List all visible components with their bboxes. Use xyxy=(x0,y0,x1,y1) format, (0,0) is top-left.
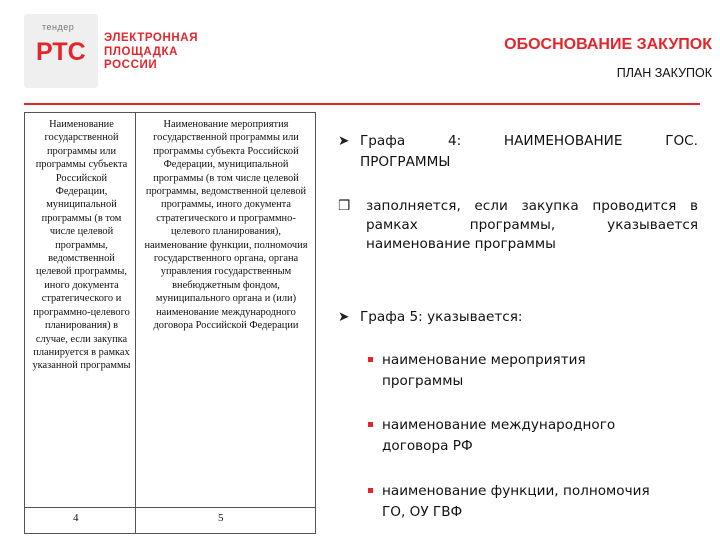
list-item-line: договора РФ xyxy=(382,438,473,454)
note-line: наименование программы xyxy=(366,236,556,252)
checkbox-bullet-icon: ❒ xyxy=(338,198,351,214)
header-divider xyxy=(24,103,700,105)
table-column-divider xyxy=(135,113,136,533)
logo-caption-line: ЭЛЕКТРОННАЯ xyxy=(104,32,199,44)
list-item-line: программы xyxy=(382,373,464,389)
graph-5-text: Графа 5: указывается: xyxy=(360,309,523,325)
logo-caption-line: РОССИИ xyxy=(104,59,158,71)
table-column-5-header: Наименование мероприятия государственной программы или программы субъекта Российской Федерации, муниципальной программы (в том числе целевой программы, ведомственной целевой программы, иного документа стратегического и программно-целевого планирования), наименование функции, полномочия государственного органа, органа управления государственным внебюджетным фондом, муниципального органа и (или) наименование международного договора Российской Федерации xyxy=(144,119,308,332)
table-column-4-number: 4 xyxy=(73,512,79,524)
table-column-4-header: Наименование государственной программы или программы субъекта Российской Федерации, муниципальной программы (в том числе целевой программы, ведомственной целевой программы, иного документа стратегического и программно-целевого планирования) в случае, если закупка планируется в рамках указанной программы xyxy=(32,119,131,372)
page-title: ОБОСНОВАНИЕ ЗАКУПОК xyxy=(504,36,712,53)
list-item-line: наименование функции, полномочия xyxy=(382,483,650,499)
graph-4-word: НАИМЕНОВАНИЕ xyxy=(503,133,623,149)
table-row-divider xyxy=(25,507,315,508)
note-line: рамках программы, указывается xyxy=(366,217,698,233)
square-bullet-icon xyxy=(368,422,373,427)
graph-4-word: ГОС. xyxy=(665,133,698,149)
table-column-5-number: 5 xyxy=(218,512,224,524)
logo-rts-text: РТС xyxy=(36,38,86,66)
graph-4-word: Графа xyxy=(360,133,406,149)
form-table xyxy=(24,112,316,534)
square-bullet-icon xyxy=(368,488,373,493)
arrow-bullet-icon: ➤ xyxy=(338,309,350,325)
graph-4-line-2: ПРОГРАММЫ xyxy=(360,154,451,170)
page-subtitle: ПЛАН ЗАКУПОК xyxy=(616,66,712,80)
arrow-bullet-icon: ➤ xyxy=(338,133,350,149)
logo-caption-line: ПЛОЩАДКА xyxy=(104,45,179,58)
square-bullet-icon xyxy=(368,357,373,362)
list-item-line: наименование международного xyxy=(382,417,616,433)
note-line: заполняется, если закупка проводится в xyxy=(366,198,698,214)
list-item-line: ГО, ОУ ГВФ xyxy=(382,504,463,520)
graph-4-word: 4: xyxy=(447,133,462,149)
logo xyxy=(24,14,98,88)
logo-tender-text: тендер xyxy=(42,22,75,32)
logo-caption xyxy=(104,32,198,73)
list-item-line: наименование мероприятия xyxy=(382,352,586,368)
